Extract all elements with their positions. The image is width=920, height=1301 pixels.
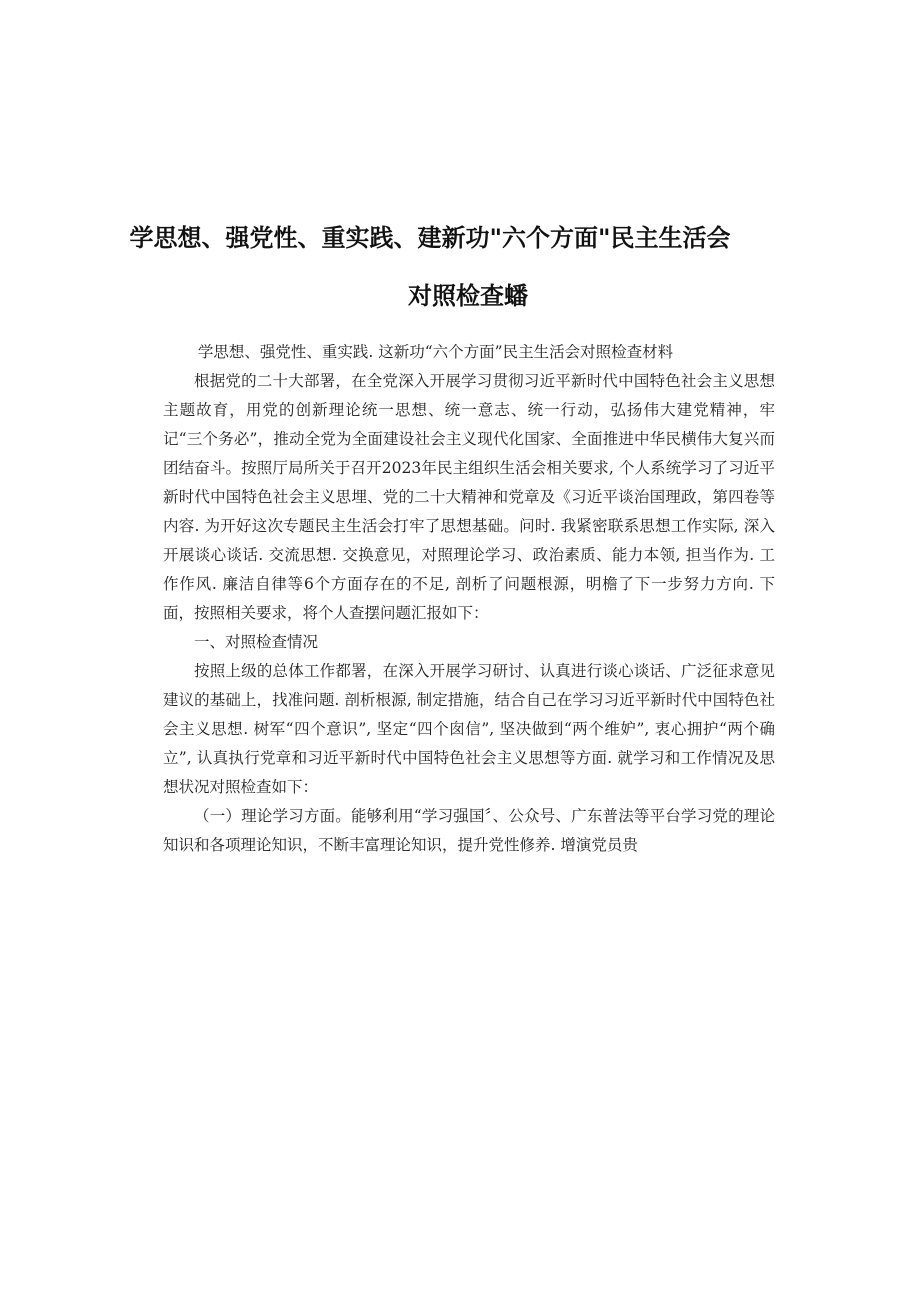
section-heading-1: 一、对照检查情况 bbox=[194, 633, 319, 651]
document-title-line1: 学思想、强党性、重实践、建新功"六个方面"民主生活会 bbox=[129, 224, 731, 252]
document-body bbox=[163, 338, 775, 860]
paragraph-theory-study: （一）理论学习方面。能够利用“学习强国〞、公众号、广东普法等平台学习党的理论知识和各项理论知识，不断丰富理论知识，提升党性修养. 增演党员贵 bbox=[163, 807, 775, 854]
paragraph-section-1: 按照上级的总体工作都署，在深入开展学习研讨、认真进行谈心谈话、广泛征求意见建议的基础上，找准问题. 剖析根源, 制定措施，结合自己在学习习近平新时代中国特色社会主义思想. 树军“四个意识”, 坚定“四个囱信”, 坚决做到“两个维妒”, 衷心拥护“两个确立”, 认真执行党章和习近平新时代中国特色社会主义思想等方面. 就学习和工作情况及思想状况对照检查如下： bbox=[163, 662, 775, 796]
paragraph-intro: 根据党的二十大部署，在全党深入开展学习贯彻习近平新时代中国特色社会主义思想主题故育，用党的创新理论统一思想、统一意志、统一行动，弘扬伟大建党精神，牢记“三个务必”，推动全党为全面建设社会主义现代化国家、全面推进中华民横伟大复兴而团结奋斗。按照厅局所关于召开2023年民主组织生活会相关要求, 个人系统学习了习近平新时代中国特色社会主义思埋、党的二十大精神和党章及《习近平谈治国理政，第四卷等内容. 为开好这次专题民主生活会打牢了思想基础。问时. 我紧密联系思想工作实际, 深入开展谈心谈话. 交流思想. 交换意见，对照理论学习、政治素质、能力本领, 担当作为. 工作作风. 廉洁自律等6个方面存在的不足, 剖析了问题根源，明檐了下一步努力方向. 下面，按照相关要求，将个人查摆问题汇报如下： bbox=[163, 372, 775, 622]
document-subtitle: 学思想、强党性、重实践. 这新功“六个方面”民主生活会对照检查材料 bbox=[197, 343, 674, 361]
document-title-line2: 对照检查蟠 bbox=[408, 282, 528, 310]
